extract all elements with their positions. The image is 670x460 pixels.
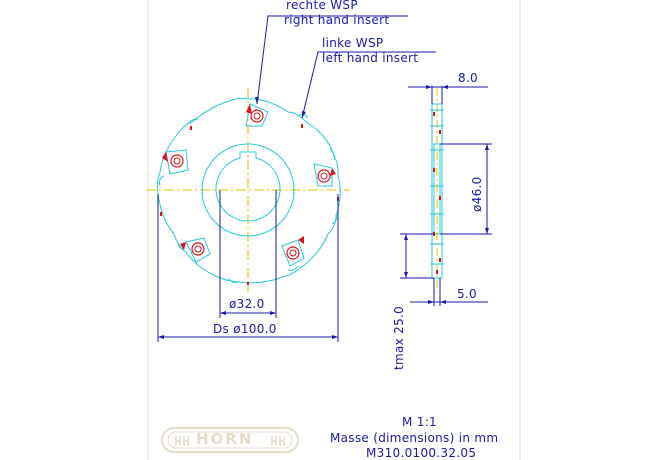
horn-logo: HORN: [196, 430, 254, 448]
left-insert-label-de: linke WSP: [322, 36, 384, 50]
left-insert-label-en: left hand insert: [322, 51, 419, 65]
tooth-red-marks: [160, 124, 339, 285]
part-number: M310.0100.32.05: [366, 446, 477, 460]
leader-right-hand-arrow: [255, 97, 259, 104]
scale-label: M 1:1: [402, 415, 437, 429]
width-bottom-dimension: 5.0: [457, 287, 477, 301]
units-label: Masse (dimensions) in mm: [330, 431, 499, 445]
hub-diameter-dimension: ø46.0: [470, 176, 484, 212]
insert-bottom-right: [282, 236, 304, 266]
width-top-dimension: 8.0: [458, 71, 478, 85]
tmax-dimension: tmax 25.0: [392, 305, 406, 370]
insert-right: [314, 164, 336, 186]
insert-left: [162, 150, 188, 174]
right-insert-label-en: right hand insert: [284, 13, 390, 27]
leader-left-hand-arrow: [302, 111, 306, 118]
right-insert-label-de: rechte WSP: [286, 0, 358, 12]
bore-diameter-dimension: ø32.0: [229, 297, 265, 311]
outer-diameter-dimension: Ds ø100.0: [213, 322, 277, 336]
insert-top: [246, 104, 268, 126]
insert-bottom-left: [180, 238, 210, 262]
